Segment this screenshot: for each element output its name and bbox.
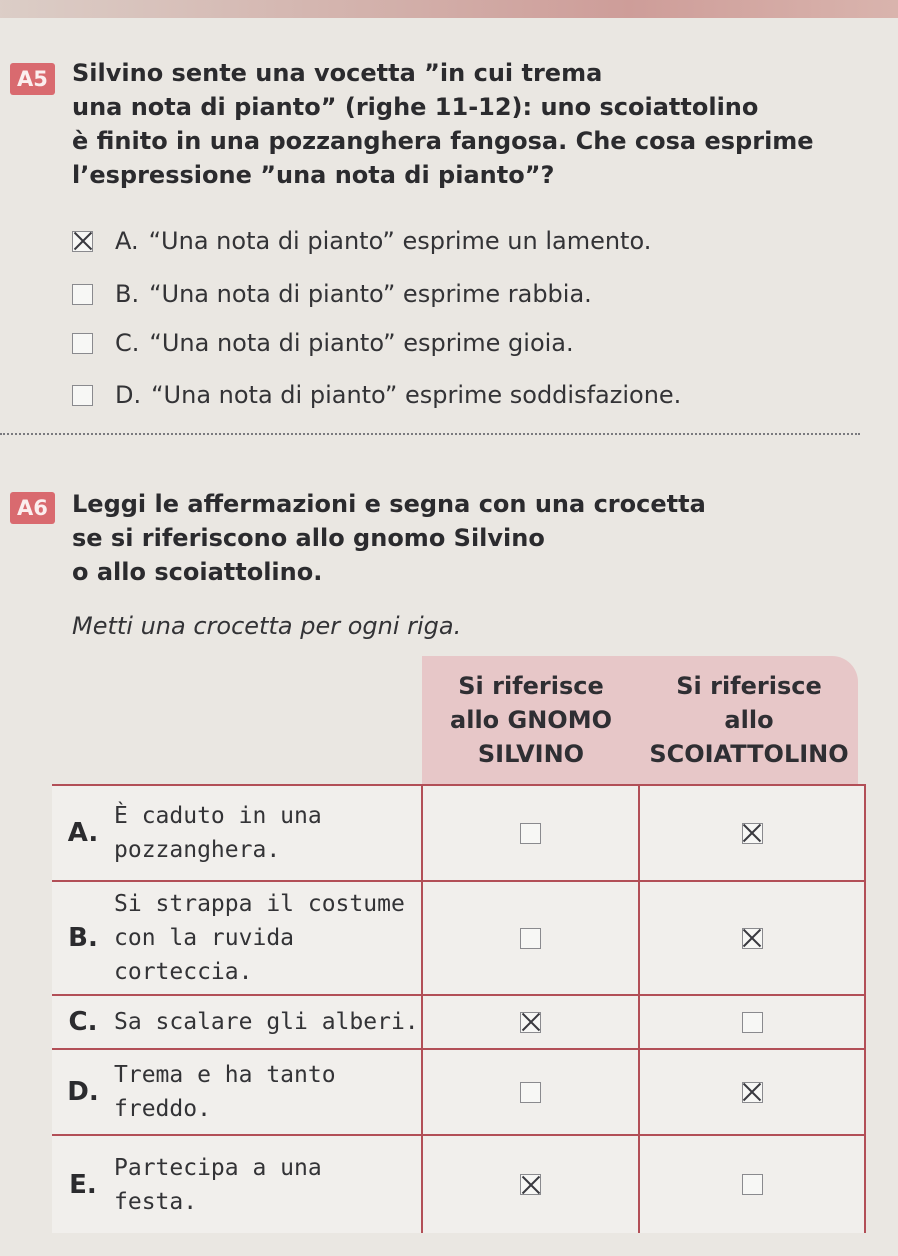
statements-table (52, 784, 866, 1233)
row-letter: A. (67, 818, 99, 848)
a5-option-letter: C. (115, 329, 140, 357)
gnomo-cell (422, 785, 640, 881)
a5-option-text: “Una nota di pianto” esprime gioia. (149, 329, 574, 357)
a5-option-letter: B. (115, 280, 140, 308)
scoiattolo-checkbox[interactable] (742, 1082, 763, 1103)
a5-option-c-checkbox[interactable] (72, 333, 93, 354)
a6-instruction: Metti una crocetta per ogni riga. (72, 612, 462, 640)
statement-line: Trema e ha tanto (114, 1062, 336, 1088)
gnomo-checkbox[interactable] (520, 823, 541, 844)
a6-question-line: o allo scoiattolino. (72, 558, 323, 586)
statement-line: freddo. (114, 1096, 211, 1122)
statement-cell (52, 1135, 422, 1233)
scoiattolo-cell (639, 1049, 865, 1135)
a5-option-letter: D. (115, 381, 142, 409)
row-letter: E. (69, 1169, 97, 1200)
a6-badge: A6 (10, 492, 55, 524)
a5-option-b (72, 280, 592, 308)
a5-option-text: “Una nota di pianto” esprime un lamento. (148, 227, 652, 255)
column-header-gnomo (422, 669, 640, 771)
gnomo-cell (422, 1049, 640, 1135)
statement-cell (52, 1049, 422, 1135)
scoiattolo-checkbox[interactable] (742, 928, 763, 949)
statement-cell (52, 995, 422, 1049)
gnomo-cell (422, 995, 640, 1049)
statement-cell (52, 785, 422, 881)
a6-question-line: Leggi le affermazioni e segna con una crocetta (72, 490, 706, 518)
gnomo-checkbox[interactable] (520, 1012, 541, 1033)
a5-badge: A5 (10, 63, 55, 95)
statement-cell (52, 881, 422, 995)
a5-option-c (72, 329, 574, 357)
column-header-line: Si riferisce (458, 672, 604, 700)
a5-question (72, 56, 814, 192)
scoiattolo-cell (639, 995, 865, 1049)
statement-line: pozzanghera. (114, 837, 281, 863)
table-row (52, 785, 865, 881)
a5-option-d (72, 381, 681, 409)
row-letter: D. (67, 1077, 99, 1107)
table-row (52, 1049, 865, 1135)
gnomo-cell (422, 1135, 640, 1233)
column-header-line: allo GNOMO (450, 706, 612, 734)
statement-line: È caduto in una (114, 803, 322, 829)
table-row (52, 881, 865, 995)
scoiattolo-cell (639, 881, 865, 995)
table-row (52, 995, 865, 1049)
statement-line: corteccia. (114, 959, 253, 985)
a5-question-line: Silvino sente una vocetta ”in cui trema (72, 59, 603, 87)
scoiattolo-checkbox[interactable] (742, 823, 763, 844)
gnomo-checkbox[interactable] (520, 928, 541, 949)
statement-line: festa. (114, 1188, 198, 1215)
scoiattolo-cell (639, 785, 865, 881)
a5-option-letter: A. (115, 227, 139, 255)
a5-question-line: è finito in una pozzanghera fangosa. Che cosa esprime (72, 127, 814, 155)
statement-line: Sa scalare gli alberi. (114, 1009, 419, 1035)
section-divider (0, 433, 860, 435)
column-header-scoiattolino (640, 669, 858, 771)
gnomo-checkbox[interactable] (520, 1174, 541, 1195)
a5-question-line: una nota di pianto” (righe 11-12): uno scoiattolino (72, 93, 759, 121)
row-letter: B. (68, 923, 98, 953)
a5-option-a-checkbox[interactable] (72, 231, 93, 252)
statement-line: con la ruvida (114, 925, 295, 951)
a6-question-line: se si riferiscono allo gnomo Silvino (72, 524, 545, 552)
gnomo-checkbox[interactable] (520, 1082, 541, 1103)
a5-option-text: “Una nota di pianto” esprime soddisfazione. (151, 381, 682, 409)
a5-option-text: “Una nota di pianto” esprime rabbia. (149, 280, 592, 308)
a6-question (72, 487, 706, 589)
statement-line: Partecipa a una (114, 1154, 322, 1181)
column-header-line: SILVINO (477, 740, 585, 768)
table-row (52, 1135, 865, 1233)
a5-question-line: l’espressione ”una nota di pianto”? (72, 161, 555, 189)
a5-option-b-checkbox[interactable] (72, 284, 93, 305)
a5-option-d-checkbox[interactable] (72, 385, 93, 406)
scoiattolo-checkbox[interactable] (742, 1174, 763, 1195)
scoiattolo-cell (639, 1135, 865, 1233)
column-header-line: SCOIATTOLINO (649, 740, 849, 768)
scoiattolo-checkbox[interactable] (742, 1012, 763, 1033)
column-header-line: allo (724, 706, 774, 734)
column-header-line: Si riferisce (676, 672, 822, 700)
row-letter: C. (68, 1007, 98, 1037)
page-top-edge (0, 0, 898, 18)
a5-option-a (72, 227, 651, 255)
statement-line: Si strappa il costume (114, 891, 405, 917)
gnomo-cell (422, 881, 640, 995)
